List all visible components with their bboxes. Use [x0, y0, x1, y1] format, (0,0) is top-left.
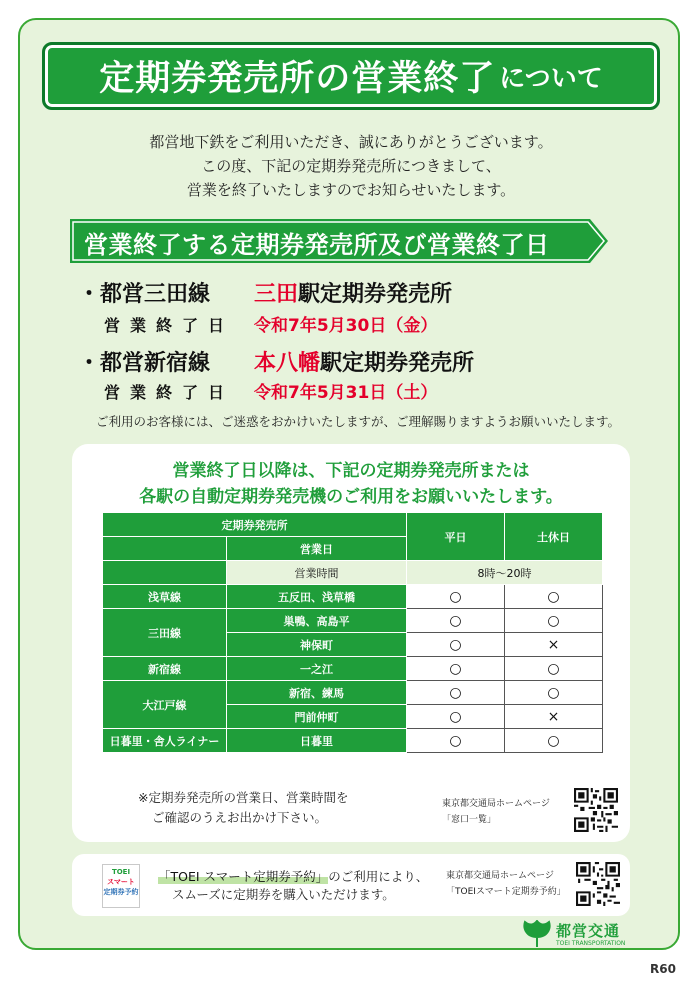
intro-text [20, 130, 682, 202]
row-line: 新宿線 [103, 657, 227, 681]
qr-code-icon[interactable] [576, 862, 620, 906]
date-label: 営業終了日 [104, 383, 235, 402]
row-weekday: ○ [407, 729, 505, 753]
title-main: 定期券発売所の営業終了 [99, 59, 496, 99]
row-station: 門前仲町 [227, 705, 407, 729]
row-station: 巣鴨、高島平 [227, 609, 407, 633]
homepage-ref-smart [446, 868, 566, 900]
logo-line: スマート [107, 878, 135, 886]
row-station: 神保町 [227, 633, 407, 657]
row-line: 日暮里・舎人ライナー [103, 729, 227, 753]
row-station: 一之江 [227, 657, 407, 681]
banner-text: 営業終了する定期券発売所及び営業終了日 [84, 231, 550, 259]
row-weekend: ○ [505, 585, 603, 609]
station-name: 本八幡 [254, 351, 321, 376]
closure-banner [70, 219, 608, 263]
ginkgo-leaf-icon [522, 920, 552, 948]
office-suffix: 駅定期券発売所 [320, 351, 475, 376]
closure-date: 令和7年5月31日（土） [254, 383, 438, 403]
closure-date: 令和7年5月30日（金） [254, 316, 438, 336]
header-weekend: 土休日 [505, 513, 603, 561]
office-hours-table [102, 512, 603, 753]
header-days: 営業日 [227, 537, 407, 561]
closure-entry-mita [78, 277, 452, 308]
row-weekend: ○ [505, 681, 603, 705]
hours-value: 8時〜20時 [407, 561, 603, 585]
line-name: ・都営三田線 [78, 282, 211, 307]
logo-line: 定期券予約 [103, 888, 139, 896]
smart-text [158, 868, 428, 904]
row-line: 浅草線 [103, 585, 227, 609]
office-suffix: 駅定期券発売所 [298, 282, 453, 307]
intro-line: この度、下記の定期券発売所につきまして、 [201, 157, 501, 175]
header-hours: 営業時間 [227, 561, 407, 585]
table-row [103, 729, 603, 753]
closure-date-motoyawata [104, 378, 437, 403]
hp-line: 「窓口一覧」 [442, 815, 497, 825]
header-blank [103, 537, 227, 561]
closure-date-mita [104, 311, 437, 336]
hp-line: 東京都交通局ホームページ [442, 799, 550, 809]
confirm-note [138, 788, 348, 828]
hp-line: 「TOEIスマート定期券予約」 [446, 887, 566, 897]
note-line: ご確認のうえお出かけ下さい。 [152, 810, 328, 825]
info-heading-line: 各駅の自動定期券発売機のご利用をお願いいたします。 [139, 487, 563, 507]
logo-line: TOEI [111, 868, 131, 876]
header-blank [103, 561, 227, 585]
station-name: 三田 [254, 282, 299, 307]
row-weekday: ○ [407, 633, 505, 657]
smart-highlight: 「TOEI スマート定期券予約」 [158, 869, 329, 884]
table-row [103, 585, 603, 609]
row-weekday: ○ [407, 657, 505, 681]
toei-brand-logo [520, 920, 630, 950]
row-line: 大江戸線 [103, 681, 227, 729]
header-weekday: 平日 [407, 513, 505, 561]
row-weekday: ○ [407, 681, 505, 705]
row-weekend: ○ [505, 729, 603, 753]
row-weekday: ○ [407, 705, 505, 729]
row-weekend: × [505, 633, 603, 657]
smart-line2: スムーズに定期券を購入いただけます。 [172, 887, 395, 902]
closure-entry-motoyawata [78, 346, 474, 377]
title-banner [42, 42, 660, 110]
row-weekend: ○ [505, 609, 603, 633]
row-line: 三田線 [103, 609, 227, 657]
apology-text: ご利用のお客様には、ご迷惑をおかけいたしますが、ご理解賜りますようお願いいたします。 [96, 414, 621, 429]
line-name: ・都営新宿線 [78, 351, 211, 376]
row-station: 日暮里 [227, 729, 407, 753]
header-office: 定期券発売所 [103, 513, 407, 537]
row-weekend: ○ [505, 657, 603, 681]
homepage-ref-counters [442, 796, 550, 828]
row-weekend: × [505, 705, 603, 729]
brand-name: 都営交通 [556, 922, 621, 940]
smart-reservation-panel [72, 854, 630, 916]
qr-code-icon[interactable] [574, 788, 618, 832]
intro-line: 営業を終了いたしますのでお知らせいたします。 [186, 181, 516, 199]
poster-code: R60 [650, 962, 676, 976]
note-line: ※定期券発売所の営業日、営業時間を [138, 790, 349, 805]
info-heading-line: 営業終了日以降は、下記の定期券発売所または [172, 461, 530, 481]
title-tail: について [499, 63, 603, 94]
date-label: 営業終了日 [104, 316, 235, 335]
row-station: 新宿、練馬 [227, 681, 407, 705]
hp-line: 東京都交通局ホームページ [446, 871, 554, 881]
table-row [103, 657, 603, 681]
row-weekday: ○ [407, 609, 505, 633]
row-weekday: ○ [407, 585, 505, 609]
info-heading [72, 458, 630, 510]
notice-poster [18, 18, 680, 950]
toei-smart-logo [102, 864, 140, 908]
intro-line: 都営地下鉄をご利用いただき、誠にありがとうございます。 [149, 133, 553, 151]
brand-sub: TOEI TRANSPORTATION [556, 940, 626, 947]
row-station: 五反田、浅草橋 [227, 585, 407, 609]
table-row [103, 681, 603, 705]
table-row [103, 609, 603, 633]
smart-rest: のご利用により、 [328, 869, 429, 884]
alternative-info-panel [72, 444, 630, 842]
